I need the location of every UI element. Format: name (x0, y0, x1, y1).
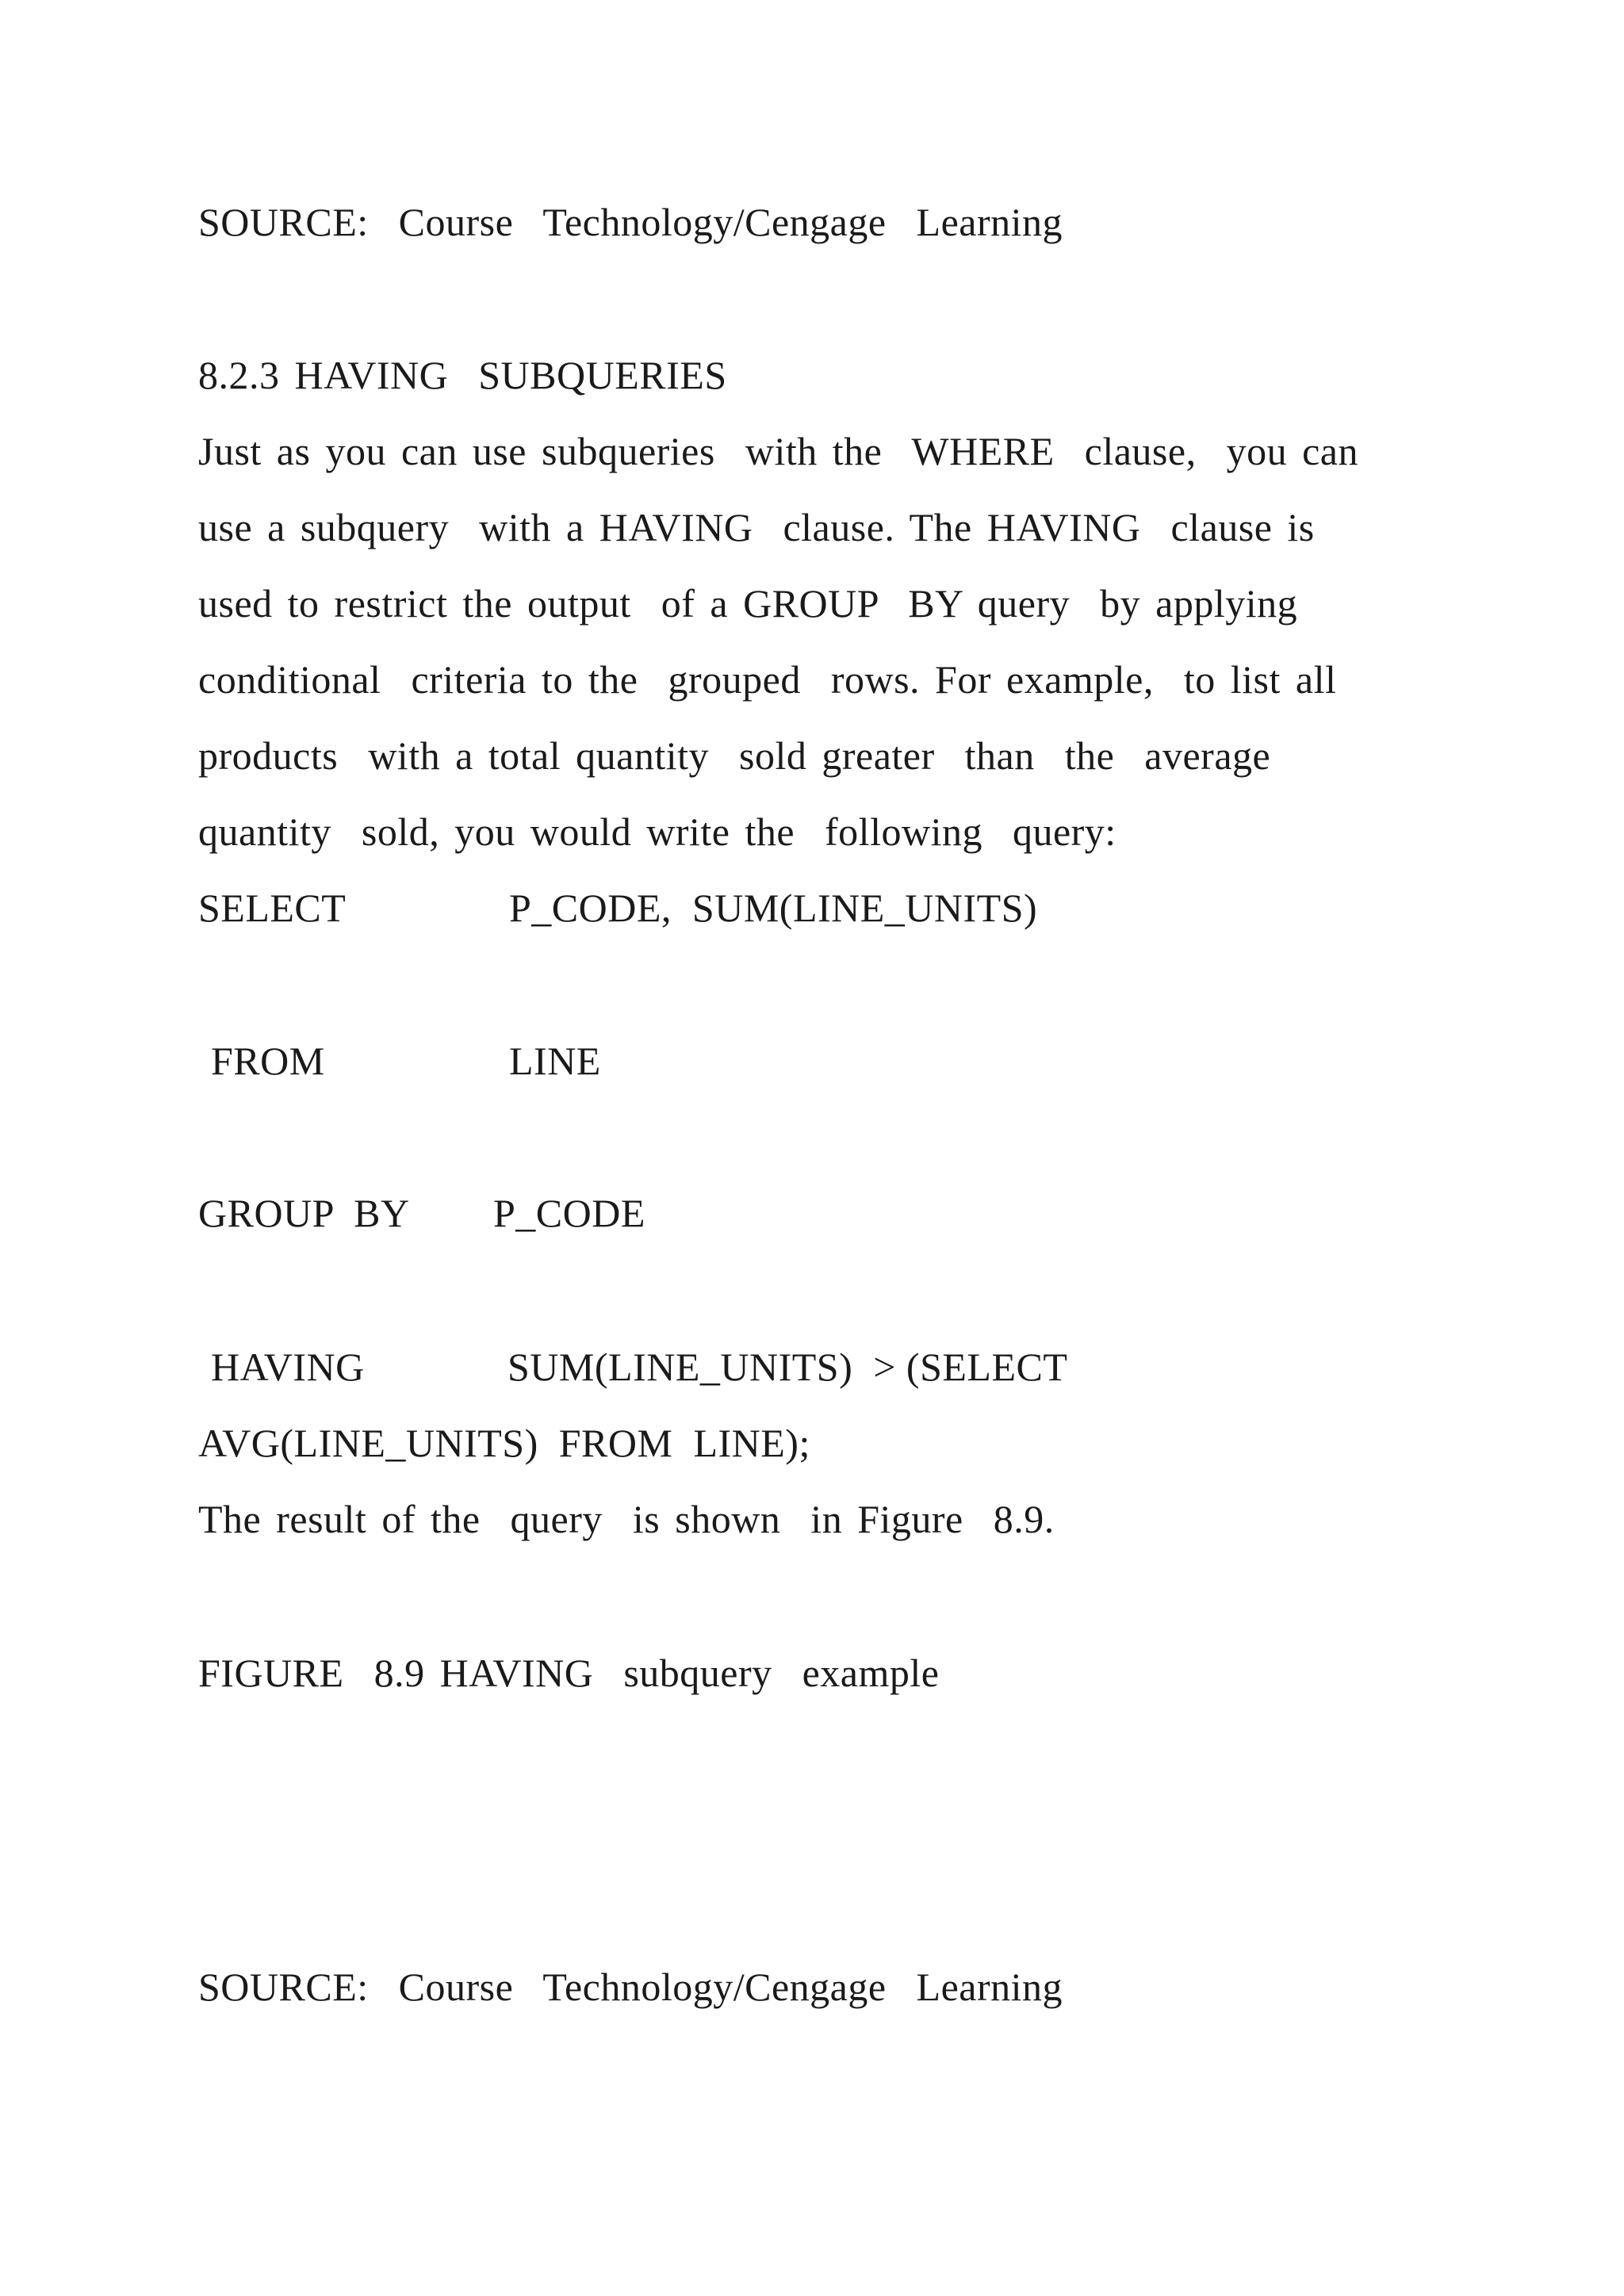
paragraph-line-3: used to restrict the output of a GROUP BY query by applying (198, 581, 1298, 626)
sql-from-table: LINE (509, 1039, 601, 1083)
paragraph-line-2: use a subquery with a HAVING clause. The HAVING clause is (198, 505, 1315, 549)
source-credit-bottom: SOURCE: Course Technology/Cengage Learning (198, 1965, 1063, 2009)
paragraph-line-1: Just as you can use subqueries with the WHERE clause, you can (198, 429, 1358, 473)
sql-from-keyword: FROM (211, 1039, 325, 1083)
paragraph-line-4: conditional criteria to the grouped rows. For example, to list all (198, 657, 1337, 702)
paragraph-line-6: quantity sold, you would write the following query: (198, 809, 1116, 854)
sql-group-by-column: P_CODE (493, 1191, 645, 1235)
figure-image-placeholder (198, 1712, 1388, 1934)
sql-having-subquery: AVG(LINE_UNITS) FROM LINE); (198, 1421, 810, 1465)
source-credit-top: SOURCE: Course Technology/Cengage Learning (198, 200, 1063, 244)
result-sentence: The result of the query is shown in Figure 8.9. (198, 1497, 1055, 1541)
sql-select-columns: P_CODE, SUM(LINE_UNITS) (509, 886, 1038, 930)
figure-caption: FIGURE 8.9 HAVING subquery example (198, 1651, 940, 1695)
sql-group-by-keyword: GROUP BY (198, 1191, 410, 1235)
paragraph-line-5: products with a total quantity sold greater than the average (198, 733, 1271, 778)
sql-select-keyword: SELECT (198, 886, 347, 930)
section-heading: 8.2.3 HAVING SUBQUERIES (198, 353, 727, 397)
sql-having-keyword: HAVING (211, 1345, 365, 1389)
sql-having-condition: SUM(LINE_UNITS) > (SELECT (508, 1345, 1068, 1389)
